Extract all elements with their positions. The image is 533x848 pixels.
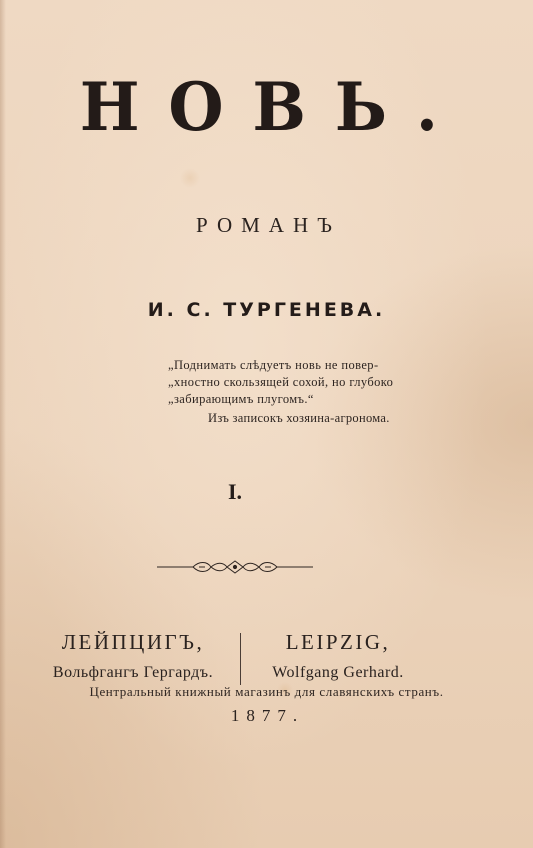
imprint-left — [28, 630, 238, 682]
ornament-icon — [155, 556, 315, 578]
epigraph-source: Изъ записокъ хозяина-агронома. — [208, 411, 390, 425]
genre-label: РОМАНЪ — [196, 213, 341, 237]
book-title: НОВЬ. — [79, 68, 467, 146]
epigraph — [168, 357, 438, 427]
imprint-city-latin: LEIPZIG, — [285, 630, 391, 654]
publication-year: 1877. — [230, 706, 305, 725]
epigraph-line-1: „Поднимать слѣдуетъ новь не повер- — [168, 358, 379, 372]
volume-number: I. — [228, 479, 243, 504]
epigraph-line-3: „забирающимъ плугомъ.“ — [168, 392, 314, 406]
imprint-right — [248, 630, 428, 682]
imprint-publisher-latin: Wolfgang Gerhard. — [272, 664, 404, 681]
epigraph-line-2: „хностно скользящей сохой, но глубоко — [168, 375, 394, 389]
imprint-divider — [240, 633, 241, 685]
imprint-publisher-russian: Вольфгангъ Гергардъ. — [52, 664, 214, 681]
author-name: И. С. ТУРГЕНЕВА. — [147, 299, 386, 321]
imprint-city-russian: ЛЕЙПЦИГЪ, — [61, 630, 205, 654]
bookshop-line: Центральный книжный магазинъ для славянскихъ странъ. — [89, 684, 444, 699]
